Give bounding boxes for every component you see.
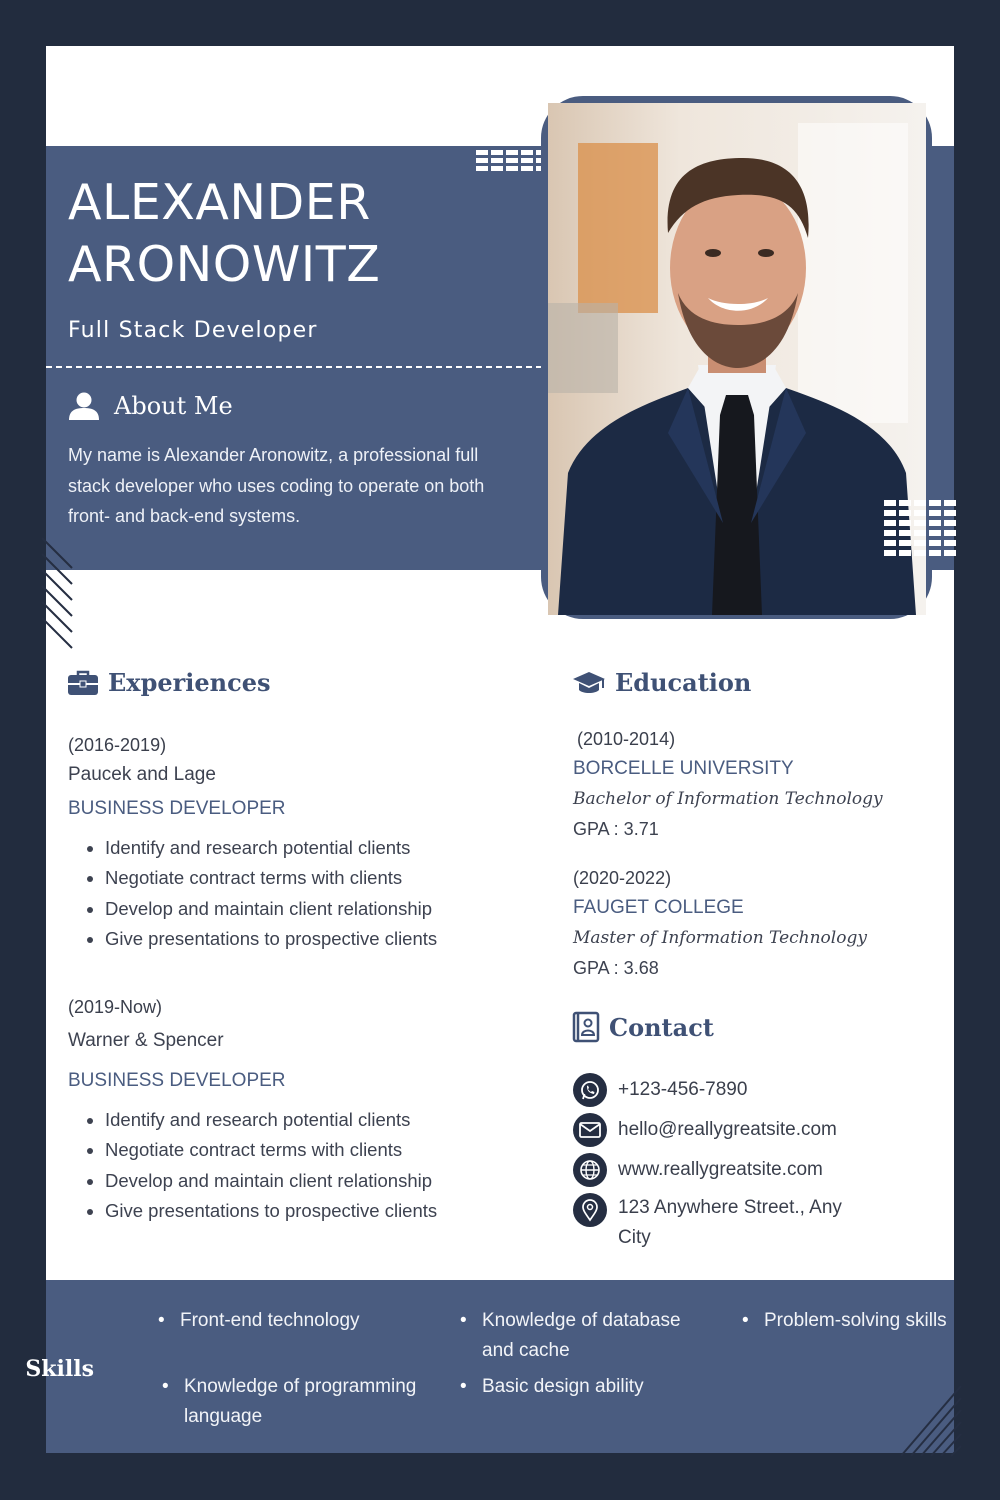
experience-item-1 <box>68 731 528 954</box>
duty-item: • Develop and maintain client relationship <box>105 894 528 924</box>
experience-role: BUSINESS DEVELOPER <box>68 798 286 819</box>
email-icon <box>573 1113 607 1147</box>
about-text: My name is Alexander Aronowitz, a professional full stack developer who uses coding to operate on both front- and back-end systems. <box>68 445 485 526</box>
job-title: Full Stack Developer <box>68 318 318 343</box>
experiences-heading-label: Experiences <box>108 668 271 697</box>
grid-pattern-decoration-right <box>884 500 956 562</box>
experience-duties <box>68 833 528 954</box>
about-heading-label: About Me <box>114 392 233 420</box>
experience-duties <box>68 1105 528 1226</box>
divider <box>46 366 542 368</box>
profile-photo <box>548 103 926 615</box>
duty-item: • Negotiate contract terms with clients <box>105 863 528 893</box>
candidate-name <box>68 172 380 296</box>
duty-item: • Identify and research potential clients <box>105 1105 528 1135</box>
skills-heading: Skills <box>25 1356 94 1382</box>
about-heading <box>68 392 233 420</box>
experience-role: BUSINESS DEVELOPER <box>68 1070 286 1091</box>
user-icon <box>68 392 100 420</box>
duty-item: • Negotiate contract terms with clients <box>105 1135 528 1165</box>
education-gpa: GPA : 3.68 <box>573 958 659 978</box>
contact-email <box>573 1113 873 1147</box>
contact-website <box>573 1153 873 1187</box>
experience-company: Warner & Spencer <box>68 1030 224 1051</box>
experience-item-2 <box>68 993 528 1226</box>
experience-period: (2019-Now) <box>68 997 163 1017</box>
stripe-decoration-bottom <box>891 1376 961 1456</box>
contact-heading-label: Contact <box>609 1012 714 1042</box>
skill-item: • Basic design ability <box>482 1372 702 1402</box>
education-heading <box>573 668 751 697</box>
resume-page <box>25 46 954 1453</box>
duty-item: • Give presentations to prospective clients <box>105 924 528 954</box>
experience-period: (2016-2019) <box>68 735 167 755</box>
education-item-2 <box>573 864 933 984</box>
education-school: FAUGET COLLEGE <box>573 897 744 918</box>
first-name: ALEXANDER <box>68 174 371 231</box>
contact-address-text: 123 Anywhere Street., Any City <box>618 1197 842 1248</box>
last-name: ARONOWITZ <box>68 236 381 293</box>
experience-company: Paucek and Lage <box>68 764 216 785</box>
contact-address <box>573 1193 843 1253</box>
contact-email-text[interactable]: hello@reallygreatsite.com <box>618 1119 837 1140</box>
phone-icon <box>573 1073 607 1107</box>
duty-item: • Identify and research potential clients <box>105 833 528 863</box>
stripe-decoration <box>42 534 82 664</box>
education-degree: Master of Information Technology <box>573 928 867 948</box>
briefcase-icon <box>68 670 98 696</box>
education-school: BORCELLE UNIVERSITY <box>573 758 794 779</box>
education-gpa: GPA : 3.71 <box>573 819 659 839</box>
graduation-cap-icon <box>573 670 605 696</box>
duty-item: • Give presentations to prospective clients <box>105 1196 528 1226</box>
duty-item: • Develop and maintain client relationship <box>105 1166 528 1196</box>
education-heading-label: Education <box>615 668 752 697</box>
contact-website-text[interactable]: www.reallygreatsite.com <box>618 1159 823 1180</box>
education-period: (2010-2014) <box>577 729 676 749</box>
contact-book-icon <box>573 1012 599 1042</box>
skill-item: • Knowledge of database and cache <box>482 1306 702 1366</box>
skill-item: • Problem-solving skills <box>764 1306 964 1336</box>
contact-phone <box>573 1073 873 1107</box>
location-pin-icon <box>573 1193 607 1227</box>
skill-item: • Front-end technology <box>180 1306 420 1336</box>
globe-icon <box>573 1153 607 1187</box>
education-period: (2020-2022) <box>573 868 672 888</box>
education-degree: Bachelor of Information Technology <box>573 789 883 809</box>
skill-item: • Knowledge of programming language <box>184 1372 444 1432</box>
contact-heading <box>573 1012 714 1042</box>
contact-phone-text[interactable]: +123-456-7890 <box>618 1079 748 1100</box>
experiences-heading <box>68 668 271 697</box>
education-item-1 <box>573 725 933 845</box>
